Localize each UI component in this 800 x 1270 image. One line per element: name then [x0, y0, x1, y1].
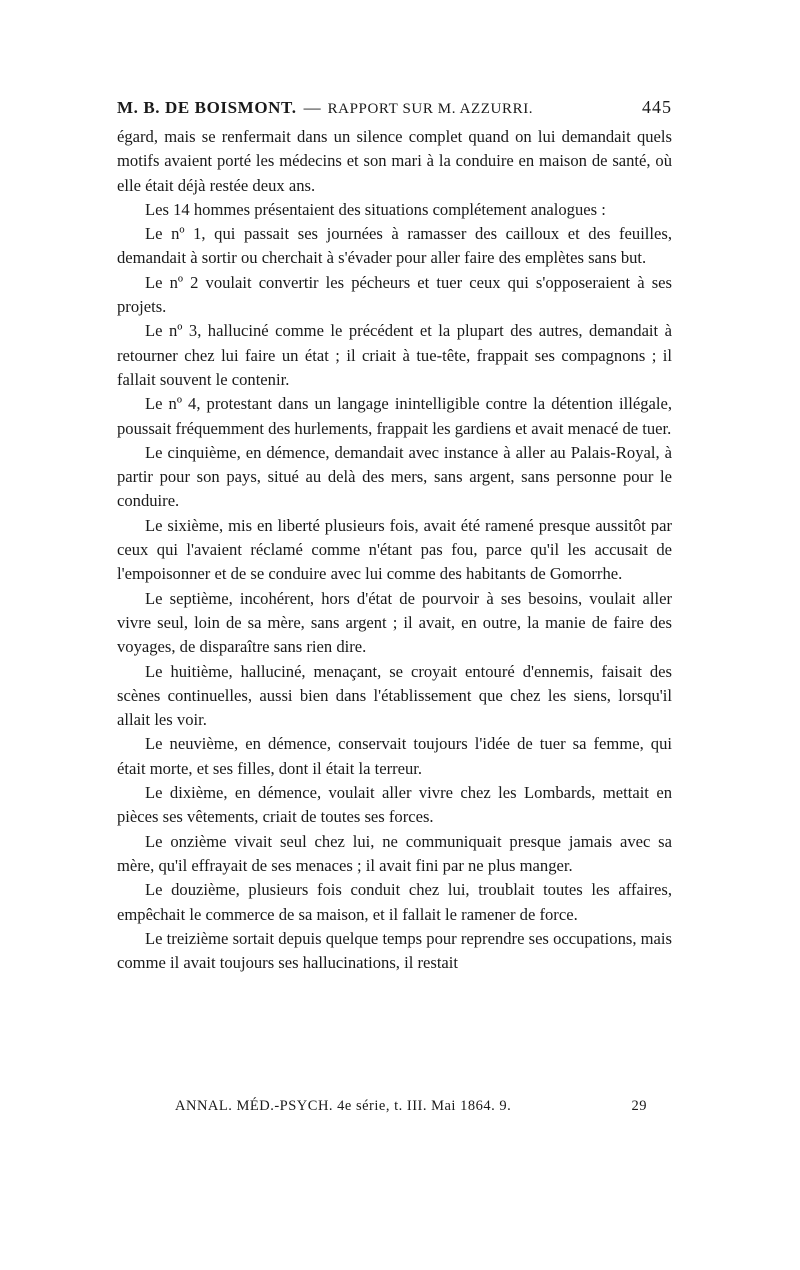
paragraph: Le onzième vivait seul chez lui, ne communiquait presque jamais avec sa mère, qu'il effrayait de ses menaces ; il avait fini par ne plus manger. [117, 831, 672, 875]
paragraph: Le neuvième, en démence, conservait toujours l'idée de tuer sa femme, qui était morte, et ses filles, dont il était la terreur. [117, 734, 672, 778]
paragraph: Le douzième, plusieurs fois conduit chez lui, troublait toutes les affaires, empêchait le commerce de sa maison, et il fallait le ramener de force. [117, 880, 672, 924]
page-number: 445 [642, 97, 672, 117]
paragraph: Le nº 2 voulait convertir les pécheurs et tuer ceux qui s'opposeraient à ses projets. [117, 272, 672, 317]
paragraph: Le huitième, halluciné, menaçant, se croyait entouré d'ennemis, faisait des scènes continuelles, aussi bien dans l'établissement que chez les siens, lorsqu'il allait les voir. [117, 661, 672, 730]
paragraph: Le dixième, en démence, voulait aller vivre chez les Lombards, mettait en pièces ses vêtements, criait de toutes ses forces. [117, 783, 672, 827]
footer [175, 1098, 647, 1115]
journal-citation: ANNAL. MÉD.-PSYCH. 4e série, t. III. Mai 1864. 9. [175, 1098, 512, 1114]
header-title: RAPPORT SUR M. AZZURRI. [327, 101, 534, 117]
book-page [117, 96, 672, 975]
paragraph: Le septième, incohérent, hors d'état de pourvoir à ses besoins, voulait aller vivre seul, loin de sa mère, sans argent ; il avait, en outre, la manie de faire des voyages, de disparaître sans rien dire. [117, 588, 672, 657]
paragraph: Le treizième sortait depuis quelque temps pour reprendre ses occupations, mais comme il avait toujours ses hallucinations, il restait [117, 928, 672, 973]
running-head [117, 96, 672, 120]
paragraph: Le nº 4, protestant dans un langage inintelligible contre la détention illégale, poussait fréquemment des hurlements, frappait les gardiens et avait menacé de tuer. [117, 394, 672, 438]
paragraph: Le cinquième, en démence, demandait avec instance à aller au Palais-Royal, à partir pour son pays, situé au delà des mers, sans argent, sans personne pour le conduire. [117, 442, 672, 511]
body-text [117, 125, 672, 975]
paragraph: Les 14 hommes présentaient des situations complétement analogues : [145, 199, 606, 219]
paragraph: Le nº 3, halluciné comme le précédent et la plupart des autres, demandait à retourner chez lui faire un état ; il criait à tue-tête, frappait ses compagnons ; il fallait souvent le contenir. [117, 321, 672, 389]
paragraph: Le nº 1, qui passait ses journées à ramasser des cailloux et des feuilles, demandait à sortir ou cherchait à s'évader pour aller faire des emplètes sans but. [117, 224, 672, 268]
header-author: M. B. DE BOISMONT. [117, 98, 297, 117]
paragraph-continued: égard, mais se renfermait dans un silence complet quand on lui demandait quels motifs avaient porté les médecins et son mari à la conduire en maison de santé, où elle était déjà restée deux ans. [117, 127, 672, 195]
paragraph: Le sixième, mis en liberté plusieurs fois, avait été ramené presque aussitôt par ceux qui l'avaient réclamé comme n'étant pas fou, parce qu'il les accusait de l'empoisonner et de se conduire avec lui comme des habitants de Gomorrhe. [117, 515, 672, 584]
signature-mark: 29 [631, 1098, 647, 1114]
header-separator: — [303, 98, 321, 117]
